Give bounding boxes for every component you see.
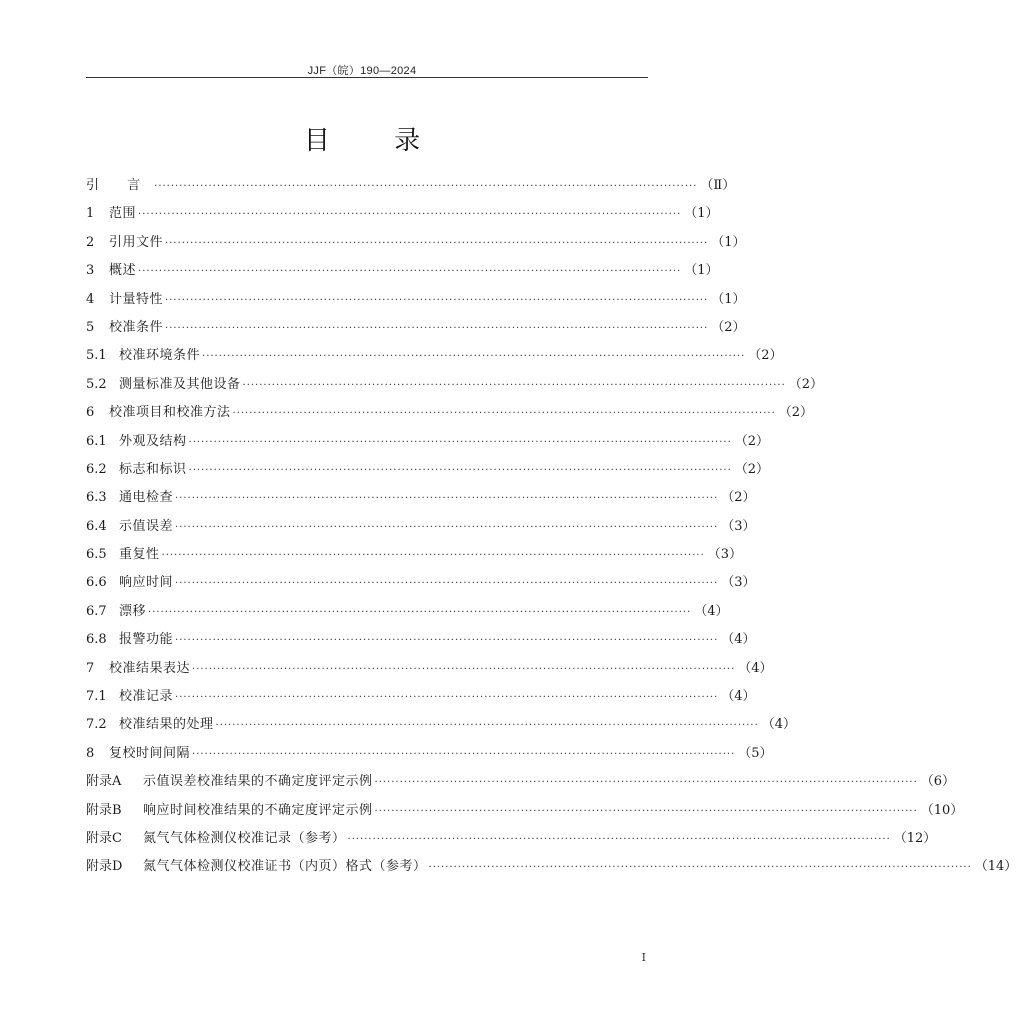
toc-dot-leader: ·································································································································· [175,692,719,704]
toc-entry-7[interactable] [86,655,773,683]
toc-dot-leader: ·································································································································· [242,379,786,391]
toc-entry-3[interactable] [86,257,719,285]
toc-dot-leader: ·································································································································· [192,748,736,760]
toc-entry-1[interactable] [86,200,719,228]
page-number: Ⅰ [641,951,646,964]
toc-dot-leader: ·································································································································· [188,464,732,476]
toc-dot-leader: ·································································································································· [165,294,709,306]
toc-entry-label: 引用文件 [109,234,164,250]
toc-entry-label: 引 言 [86,178,153,193]
toc-entry-number: 6.4 [86,518,107,534]
toc-dot-leader: ·································································································································· [347,833,891,845]
toc-entry-page: （Ⅱ） [700,178,736,193]
header-rule [86,77,648,78]
toc-entry-page: （2） [778,405,814,421]
toc-dot-leader: ·································································································································· [175,578,719,590]
toc-entry-page: （1） [684,206,719,222]
toc-dot-leader: ·································································································································· [154,181,698,192]
toc-entry-number: 附录D [86,859,123,875]
toc-entry-page: （1） [684,263,719,279]
toc-entry-label: 重复性 [119,547,160,563]
toc-entry-2[interactable] [86,229,746,257]
toc-entry-8[interactable] [86,740,773,768]
toc-dot-leader: ·································································································································· [161,550,705,562]
toc-dot-leader: ·································································································································· [175,493,719,505]
toc-entry-page: （2） [721,490,756,506]
toc-entry-number: 附录C [86,830,122,846]
toc-entry-page: （3） [721,518,756,534]
toc-entry-number: 2 [86,234,95,250]
toc-entry-6-1[interactable] [86,428,770,456]
toc-entry-page: （14） [974,859,1017,875]
toc-entry-label: 漂移 [119,603,147,619]
toc-entry-label: 校准结果表达 [109,660,191,676]
toc-entry-page: （6） [920,774,956,790]
toc-entry-label: 氮气气体检测仪校准记录（参考） [143,830,346,846]
toc-entry-number: 6.8 [86,632,107,648]
toc-entry-number: 6.5 [86,547,107,563]
toc-dot-leader: ·································································································································· [188,436,732,448]
toc-entry-label: 校准结果的处理 [119,717,214,733]
toc-entry-page: （4） [694,603,729,619]
toc-dot-leader: ·································································································································· [175,635,719,647]
toc-entry-label: 校准项目和校准方法 [109,405,231,421]
toc-entry-6-5[interactable] [86,541,743,569]
toc-dot-leader: ·································································································································· [215,720,759,732]
toc-entry-number: 6.3 [86,490,107,506]
toc-entry-number: 7.1 [86,689,107,705]
toc-dot-leader: ·································································································································· [175,521,719,533]
toc-entry-number: 5.2 [86,376,107,392]
toc-entry-page: （2） [788,376,824,392]
toc-entry-appendix-a[interactable] [86,768,956,796]
toc-dot-leader: ·································································································································· [374,805,918,817]
toc-entry-page: （4） [721,689,756,705]
toc-entry-page: （3） [721,575,756,591]
toc-entry-page: （2） [734,461,770,477]
toc-dot-leader: ·································································································································· [192,663,736,675]
toc-dot-leader: ·································································································································· [148,606,692,618]
toc-entry-6-6[interactable] [86,569,756,597]
toc-entry-foreword[interactable] [86,172,736,200]
toc-dot-leader: ·································································································································· [374,777,918,789]
toc-entry-6-3[interactable] [86,484,756,512]
toc-dot-leader: ·································································································································· [232,408,776,420]
page-title: 目 录 [303,126,449,156]
toc-entry-label: 标志和标识 [119,461,187,477]
toc-entry-label: 通电检查 [119,490,174,506]
toc-entry-page: （4） [738,660,773,676]
toc-entry-6-2[interactable] [86,456,770,484]
toc-entry-6-7[interactable] [86,598,729,626]
toc-entry-label: 示值误差 [119,518,174,534]
toc-entry-label: 概述 [109,263,137,279]
toc-entry-page: （5） [738,745,773,761]
toc-entry-number: 6.7 [86,603,107,619]
toc-entry-page: （4） [761,717,797,733]
toc-entry-number: 3 [86,263,95,279]
toc-dot-leader: ·································································································································· [165,322,709,334]
toc-entry-label: 测量标准及其他设备 [119,376,241,392]
toc-entry-number: 5 [86,319,95,335]
toc-entry-number: 附录B [86,802,122,818]
toc-entry-number: 6.1 [86,433,107,449]
toc-entry-number: 6.6 [86,575,107,591]
toc-entry-page: （2） [748,348,783,364]
toc-dot-leader: ·································································································································· [138,266,682,278]
toc-entry-number: 附录A [86,774,122,790]
toc-dot-leader: ·································································································································· [202,351,746,363]
toc-entry-label: 响应时间 [119,575,174,591]
toc-entry-label: 响应时间校准结果的不确定度评定示例 [143,802,373,818]
toc-entry-label: 示值误差校准结果的不确定度评定示例 [143,774,373,790]
toc-dot-leader: ·································································································································· [165,237,709,249]
toc-entry-page: （12） [893,830,937,846]
toc-entry-label: 氮气气体检测仪校准证书（内页）格式（参考） [143,859,427,875]
toc-entry-5-1[interactable] [86,342,783,370]
toc-dot-leader: ·································································································································· [138,209,682,221]
toc-entry-number: 7 [86,660,95,676]
toc-entry-label: 计量特性 [109,291,164,307]
running-header: JJF（皖）190—2024 [307,65,417,77]
toc-entry-number: 6.2 [86,461,107,477]
toc-entry-number: 4 [86,291,95,307]
toc-entry-label: 报警功能 [119,632,174,648]
toc-entry-label: 校准环境条件 [119,348,201,364]
toc-entry-page: （1） [711,291,746,307]
toc-entry-number: 8 [86,745,95,761]
toc-entry-number: 6 [86,405,95,421]
toc-entry-appendix-b[interactable] [86,797,964,825]
toc-entry-5[interactable] [86,314,746,342]
toc-entry-page: （3） [707,547,743,563]
toc-entry-number: 1 [86,206,95,222]
toc-entry-page: （4） [721,632,756,648]
toc-entry-page: （10） [920,802,964,818]
toc-entry-appendix-d[interactable] [86,853,1017,881]
toc-entry-page: （2） [711,319,746,335]
toc-entry-7-2[interactable] [86,711,797,739]
toc-entry-appendix-c[interactable] [86,825,937,853]
toc-entry-label: 外观及结构 [119,433,187,449]
toc-entry-label: 校准记录 [119,689,174,705]
toc-entry-label: 校准条件 [109,319,164,335]
toc-entry-4[interactable] [86,286,746,314]
toc-entry-7-1[interactable] [86,683,756,711]
table-of-contents [86,172,1017,882]
toc-entry-6-4[interactable] [86,513,756,541]
toc-entry-label: 复校时间间隔 [109,745,191,761]
toc-entry-page: （1） [711,234,746,250]
toc-dot-leader: ·································································································································· [428,862,972,874]
toc-entry-number: 5.1 [86,348,107,364]
toc-entry-6-8[interactable] [86,626,756,654]
toc-entry-5-2[interactable] [86,371,824,399]
toc-entry-6[interactable] [86,399,814,427]
toc-entry-label: 范围 [109,206,137,222]
toc-entry-page: （2） [734,433,770,449]
toc-entry-number: 7.2 [86,717,107,733]
